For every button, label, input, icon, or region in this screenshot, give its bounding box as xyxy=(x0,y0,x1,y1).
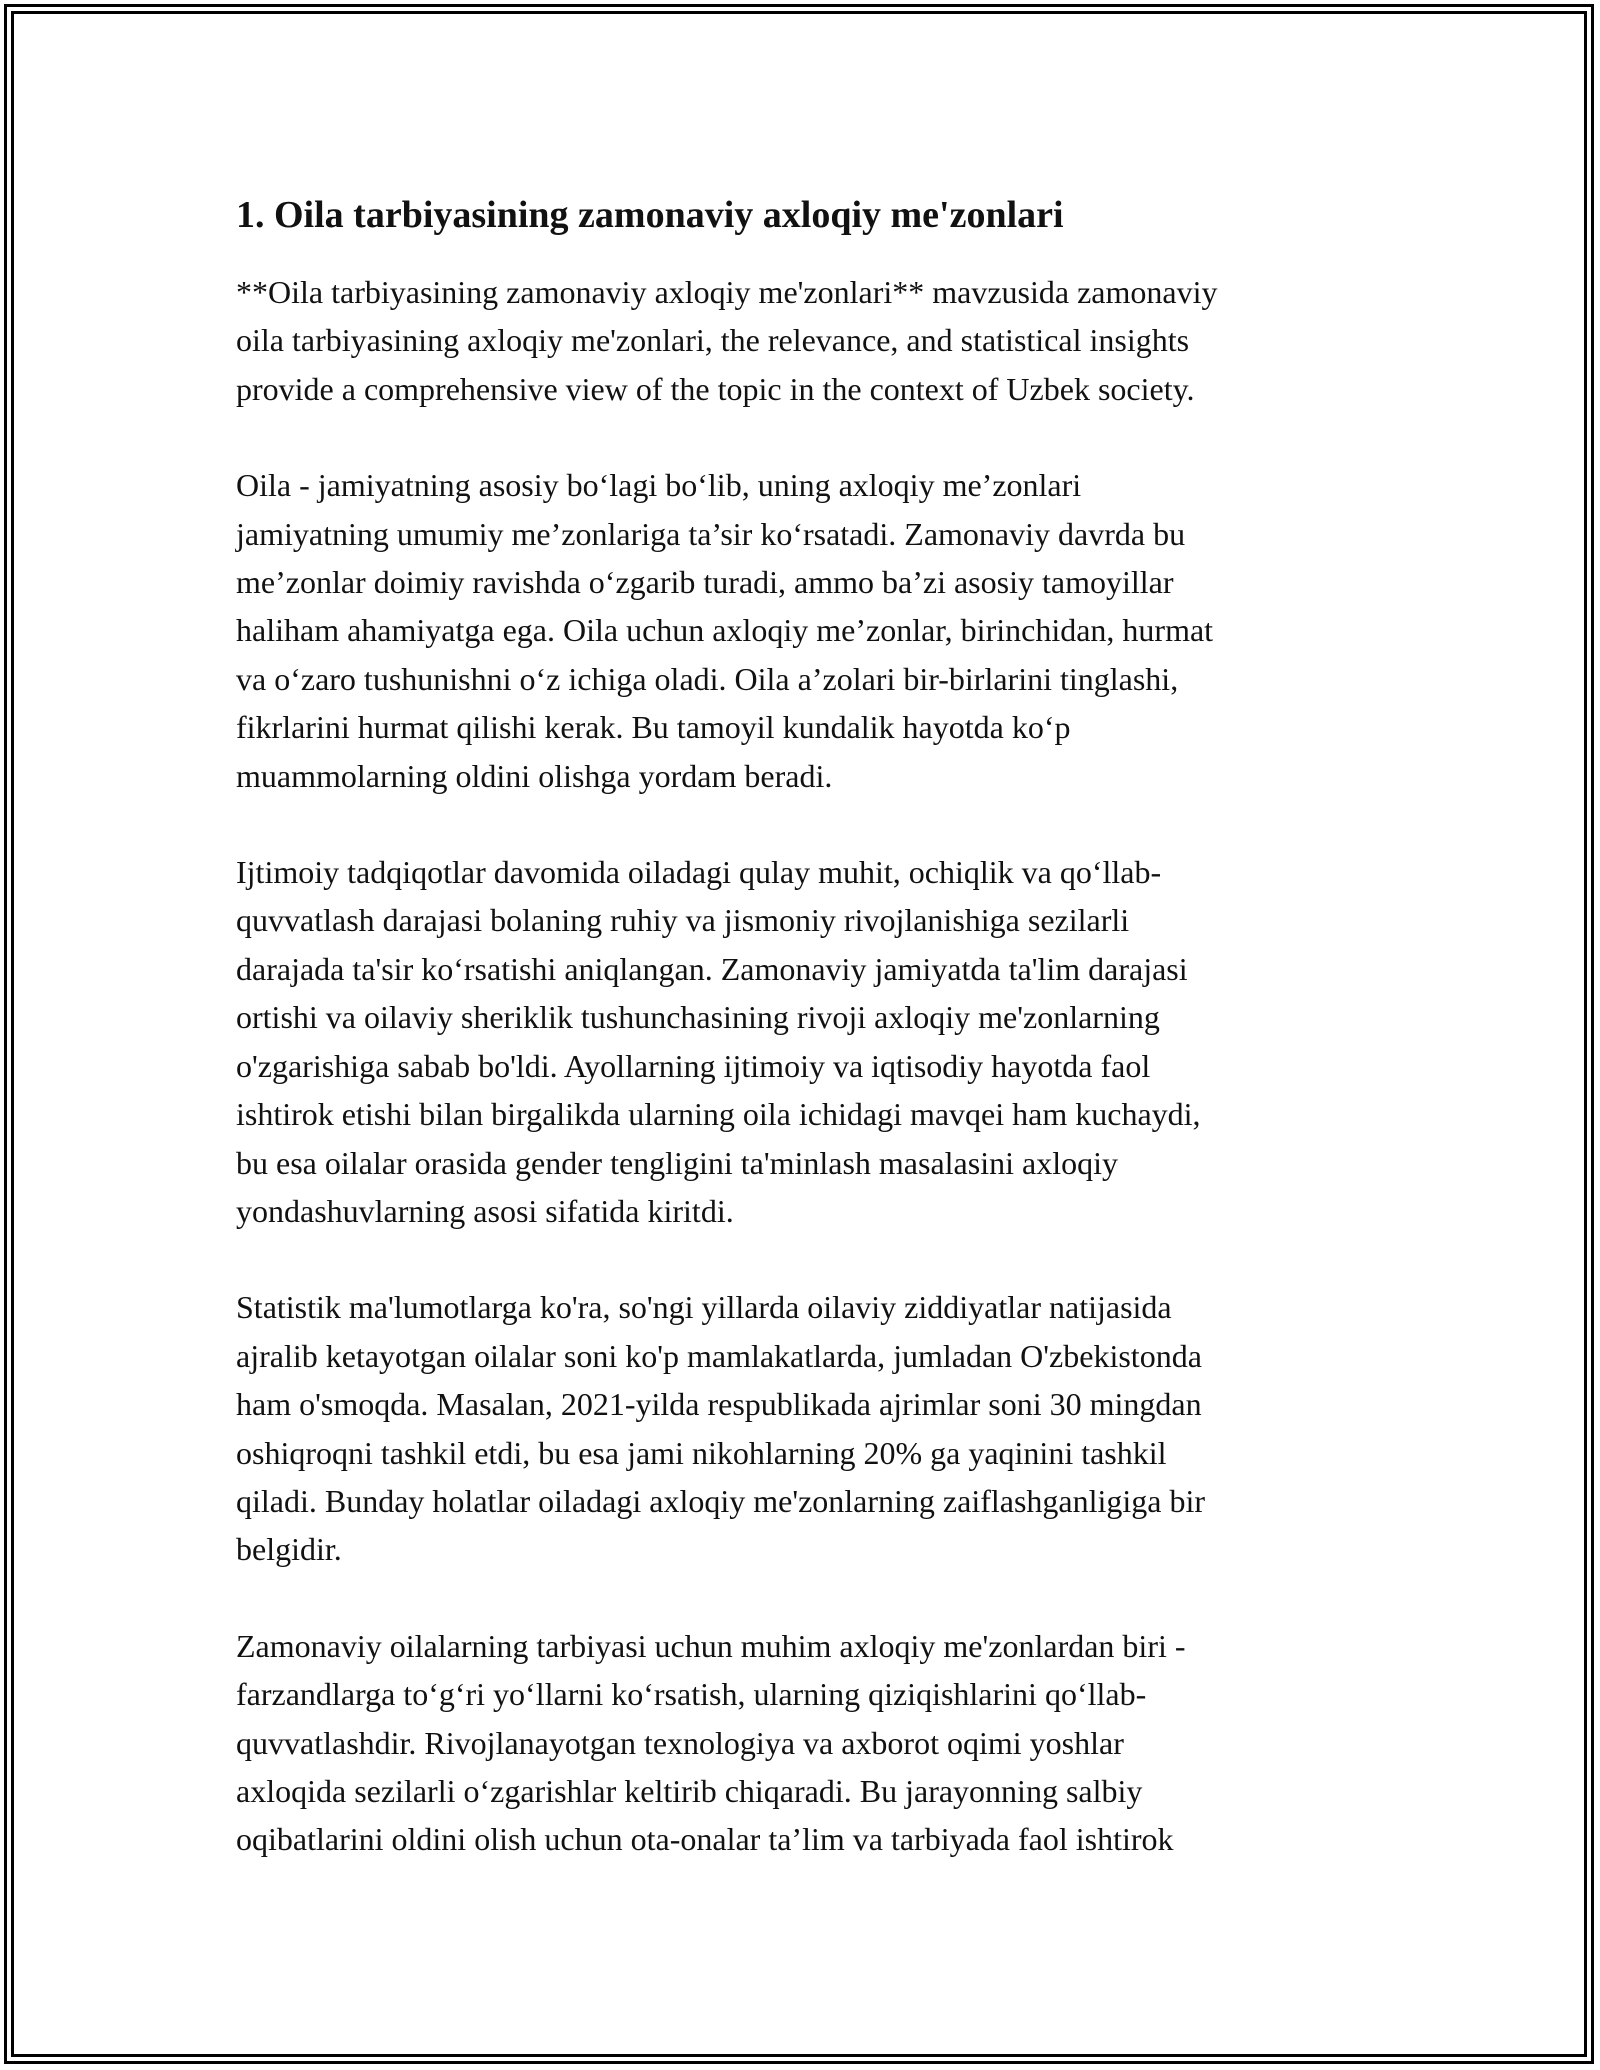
section-heading: 1. Oila tarbiyasining zamonaviy axloqiy me'zonlari xyxy=(236,194,1064,236)
paragraph-intro: **Oila tarbiyasining zamonaviy axloqiy me'zonlari** mavzusida zamonaviy oila tarbiyasining axloqiy me'zonlari, the relevance, and statistical insights provide a comprehensive view of the topic in the context of Uzbek society. xyxy=(236,274,1218,407)
paragraph-family-values: Oila - jamiyatning asosiy bo‘lagi bo‘lib, uning axloqiy me’zonlari jamiyatning umumiy me’zonlariga ta’sir ko‘rsatadi. Zamonaviy davrda bu me’zonlar doimiy ravishda o‘zgarib turadi, ammo ba’zi asosiy tamoyillar haliham ahamiyatga ega. Oila uchun axloqiy me’zonlar, birinchidan, hurmat va o‘zaro tushunishni o‘z ichiga oladi. Oila a’zolari bir-birlarini tinglashi, fikrlarini hurmat qilishi kerak. Bu tamoyil kundalik hayotda ko‘p muammolarning oldini olishga yordam beradi. xyxy=(236,467,1214,794)
paragraph-upbringing: Zamonaviy oilalarning tarbiyasi uchun muhim axloqiy me'zonlardan biri - farzandlarga to‘g‘ri yo‘llarni ko‘rsatish, ularning qiziqishlarini qo‘llab- quvvatlashdir. Rivojlanayotgan texnologiya va axborot oqimi yoshlar axloqida sezilarli o‘zgarishlar keltirib chiqaradi. Bu jarayonning salbiy oqibatlarini oldini olish uchun ota-onalar ta’lim va tarbiyada faol ishtirok xyxy=(236,1627,1186,1858)
document-page xyxy=(236,188,1366,1912)
paragraph-social-research: Ijtimoiy tadqiqotlar davomida oiladagi qulay muhit, ochiqlik va qo‘llab- quvvatlash darajasi bolaning ruhiy va jismoniy rivojlanishiga sezilarli darajada ta'sir ko‘rsatishi aniqlangan. Zamonaviy jamiyatda ta'lim darajasi ortishi va oilaviy sheriklik tushunchasining rivoji axloqiy me'zonlarning o'zgarishiga sabab bo'ldi. Ayollarning ijtimoiy va iqtisodiy hayotda faol ishtirok etishi bilan birgalikda ularning oila ichidagi mavqei ham kuchaydi, bu esa oilalar orasida gender tengligini ta'minlash masalasini axloqiy yondashuvlarning asosi sifatida kiritdi. xyxy=(236,854,1201,1229)
paragraph-statistics: Statistik ma'lumotlarga ko'ra, so'ngi yillarda oilaviy ziddiyatlar natijasida ajralib ketayotgan oilalar soni ko'p mamlakatlarda, jumladan O'zbekistonda ham o'smoqda. Masalan, 2021-yilda respublikada ajrimlar soni 30 mingdan oshiqroqni tashkil etdi, bu esa jami nikohlarning 20% ga yaqinini tashkil qiladi. Bunday holatlar oiladagi axloqiy me'zonlarning zaiflashganligiga bir belgidir. xyxy=(236,1289,1206,1568)
